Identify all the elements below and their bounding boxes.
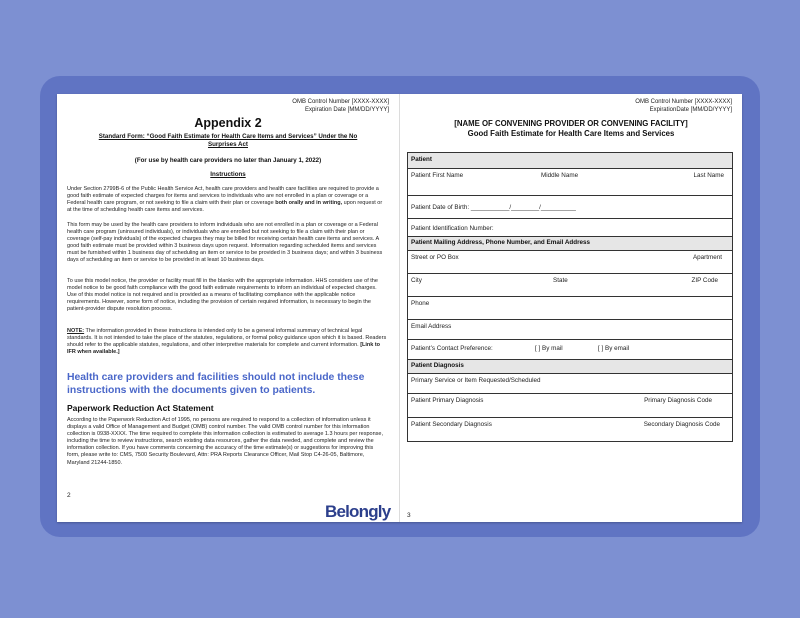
instructions-paragraph-1 (67, 186, 387, 214)
omb-control-number: OMB Control Number [XXXX-XXXX] (292, 99, 389, 105)
expiration-date: Expiration Date [MM/DD/YYYY] (304, 107, 389, 113)
p1-bold-text: both orally and in writing, (275, 200, 343, 207)
state-label: State (553, 277, 568, 284)
note-label: NOTE: (67, 328, 85, 334)
expiration-date-right: ExpirationDate [MM/DD/YYYY] (649, 107, 732, 113)
note-text: The information provided in these instructions is intended only to be a general informal summary of technical legal standards. It is not intended to take the place of the statutes, regulations, or formal policy guidance upon which it is based. Readers should refer to the applicable statutes, regulations, and other interpretive materials for complete and current information. (67, 328, 387, 349)
name-row[interactable] (408, 169, 732, 196)
phone-row[interactable] (408, 297, 732, 320)
dob-row[interactable] (408, 196, 732, 219)
warning-banner: Health care providers and facilities should not include these instructions with the documents given to patients. (67, 372, 365, 396)
ifr-link-placeholder: [Link to IFR when available.] (67, 342, 381, 356)
mailing-section-header (408, 237, 732, 251)
patient-header-label: Patient (411, 156, 432, 163)
street-row[interactable] (408, 251, 732, 274)
diagnosis-section-header (408, 360, 732, 374)
dob-label: Patient Date of Birth: ___________/________/__________ (411, 204, 576, 211)
provider-name-placeholder: [NAME OF CONVENING PROVIDER OR CONVENING FACILITY] (454, 119, 688, 128)
middle-name-label: Middle Name (541, 172, 579, 179)
p1-text-a: Under Section 2799B-6 of the Public Health Service Act, health care providers and health care facilities are required to provide a good faith estimate of expected charges for items and services to individuals who are not enrolled in a plan or coverage or a Federal health care program, or not seeking to file a claim with their plan or coverage (67, 186, 379, 207)
omb-info-right (635, 98, 732, 114)
page-title: Appendix 2 (194, 116, 262, 130)
primary-diagnosis-label: Patient Primary Diagnosis (411, 397, 484, 404)
last-name-label: Last Name (693, 172, 724, 179)
instructions-paragraph-2: This form may be used by the health care providers to inform individuals who are not enrolled in a plan or coverage or a Federal health care program (uninsured individuals), or individuals who are enrolled but not seeking to file a claim with their plan or coverage (self-pay individuals) of the expected charges they may be billed for receiving certain health care items and services. A good faith estimate must be provided within 3 business days upon request. Information regarding scheduled items and services must be furnished within 1 business day of scheduling an item or service to be provided in 3 business days; and within 3 business days of scheduling an item or service to be provided in at least 10 business days. (67, 222, 383, 264)
id-row[interactable] (408, 219, 732, 237)
omb-control-number-right: OMB Control Number [XXXX-XXXX] (635, 99, 732, 105)
contact-preference-row (408, 340, 732, 360)
by-mail-checkbox[interactable]: [ ] By mail (535, 345, 563, 352)
city-label: City (411, 277, 422, 284)
for-use-note: (For use by health care providers no later than January 1, 2022) (134, 157, 322, 164)
instructions-heading: Instructions (210, 171, 246, 178)
standard-form-heading: Standard Form: “Good Faith Estimate for Health Care Items and Services” Under the No Surprises Act (98, 133, 358, 148)
pra-paragraph: According to the Paperwork Reduction Act of 1995, no persons are required to respond to a collection of information unless it displays a valid Office of Management and Budget (OMB) control number. The valid OMB control number for this information collection is 0938-XXXX. The time required to complete this information collection is estimated to average 1.3 hours per response, including the time to review instructions, search existing data resources, gather the data needed, and complete and review the information collection. If you have comments concerning the accuracy of the time estimate(s) or suggestions for improving this form, please write to: CMS, 7500 Security Boulevard, Attn: PRA Reports Clearance Officer, Mail Stop C4-26-05, Baltimore, Maryland 21244-1850. (67, 417, 384, 466)
first-name-label: Patient First Name (411, 172, 464, 179)
document-spread (57, 94, 742, 522)
pra-heading: Paperwork Reduction Act Statement (67, 403, 214, 413)
street-label: Street or PO Box (411, 254, 459, 261)
secondary-diagnosis-code-label: Secondary Diagnosis Code (643, 421, 720, 428)
primary-service-row[interactable] (408, 374, 732, 394)
primary-diagnosis-row[interactable] (408, 394, 732, 418)
phone-label: Phone (411, 300, 430, 307)
primary-service-label: Primary Service or Item Requested/Scheduled (411, 377, 541, 384)
patient-form-table (407, 152, 733, 442)
primary-diagnosis-code-label: Primary Diagnosis Code (644, 397, 712, 404)
id-number-label: Patient Identification Number: (411, 225, 494, 232)
page-left (57, 94, 399, 522)
by-email-checkbox[interactable]: [ ] By email (598, 345, 630, 352)
page-number-left: 2 (67, 492, 71, 499)
diagnosis-header-label: Patient Diagnosis (411, 362, 464, 369)
page-right (400, 94, 742, 522)
instructions-paragraph-3: To use this model notice, the provider or facility must fill in the blanks with the appropriate information. HHS considers use of the model notice to be good faith compliance with the good faith estimate requirements to inform an individual of expected charges. Use of this model notice is not required and is provided as a means of facilitating compliance with the applicable notice requirements. However, some form of notice, including the provision of certain required information, is necessary to begin the patient-provider dispute resolution process. (67, 278, 378, 313)
p1-text-b: upon request or at the time of scheduling health care items and services. (67, 200, 383, 214)
belongly-logo: Belongly (325, 502, 391, 521)
note-paragraph (67, 328, 387, 356)
page-number-right: 3 (407, 512, 411, 519)
secondary-diagnosis-label: Patient Secondary Diagnosis (411, 421, 492, 428)
secondary-diagnosis-row[interactable] (408, 418, 732, 441)
apartment-label: Apartment (692, 254, 722, 261)
patient-section-header (408, 153, 732, 169)
contact-preference-label: Patient’s Contact Preference: (411, 345, 493, 352)
email-row[interactable] (408, 320, 732, 340)
city-row[interactable] (408, 274, 732, 297)
omb-info (292, 98, 389, 114)
email-label: Email Address (411, 323, 452, 330)
form-subtitle: Good Faith Estimate for Health Care Items and Services (467, 129, 675, 138)
zip-label: ZIP Code (691, 277, 718, 284)
mailing-header-label: Patient Mailing Address, Phone Number, and Email Address (411, 239, 591, 246)
